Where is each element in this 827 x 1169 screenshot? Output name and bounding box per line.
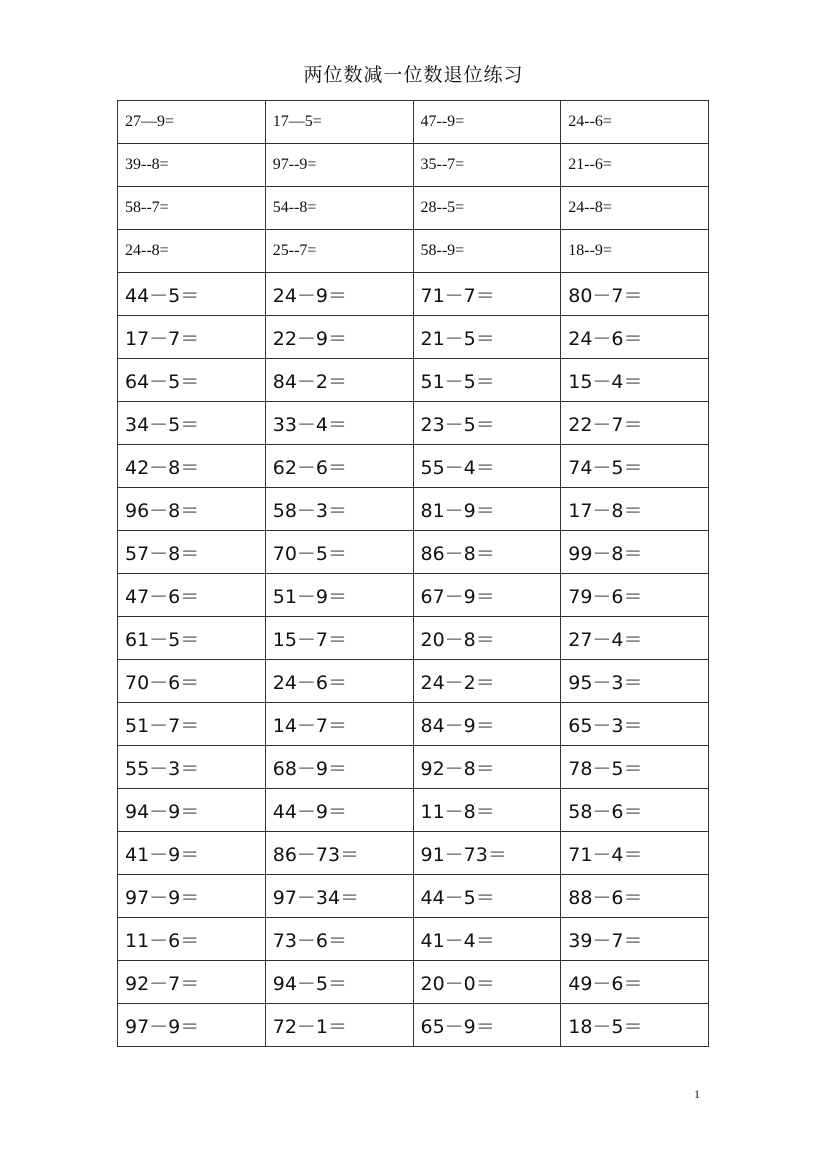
exercise-cell: 24--8= — [561, 187, 709, 230]
exercise-cell: 47－6＝ — [118, 574, 266, 617]
exercise-cell: 18－5＝ — [561, 1004, 709, 1047]
exercise-cell: 49－6＝ — [561, 961, 709, 1004]
page-title: 两位数减一位数退位练习 — [303, 64, 524, 86]
exercise-cell: 97－34＝ — [265, 875, 413, 918]
exercise-cell: 44－9＝ — [265, 789, 413, 832]
exercise-cell: 92－8＝ — [413, 746, 561, 789]
exercise-cell: 35--7= — [413, 144, 561, 187]
exercise-cell: 94－5＝ — [265, 961, 413, 1004]
exercise-cell: 51－9＝ — [265, 574, 413, 617]
exercise-cell: 70－6＝ — [118, 660, 266, 703]
exercise-cell: 17－8＝ — [561, 488, 709, 531]
exercise-cell: 15－7＝ — [265, 617, 413, 660]
exercise-cell: 54--8= — [265, 187, 413, 230]
exercise-cell: 20－8＝ — [413, 617, 561, 660]
exercise-cell: 64－5＝ — [118, 359, 266, 402]
exercise-cell: 44－5＝ — [118, 273, 266, 316]
exercise-cell: 51－5＝ — [413, 359, 561, 402]
exercise-row — [118, 273, 709, 316]
exercise-cell: 58－6＝ — [561, 789, 709, 832]
exercise-cell: 14－7＝ — [265, 703, 413, 746]
exercise-cell: 81－9＝ — [413, 488, 561, 531]
exercise-cell: 58--9= — [413, 230, 561, 273]
exercise-cell: 84－9＝ — [413, 703, 561, 746]
exercise-cell: 68－9＝ — [265, 746, 413, 789]
exercise-cell: 44－5＝ — [413, 875, 561, 918]
exercise-cell: 39--8= — [118, 144, 266, 187]
exercise-cell: 67－9＝ — [413, 574, 561, 617]
exercise-row — [118, 703, 709, 746]
exercise-row — [118, 144, 709, 187]
exercise-cell: 70－5＝ — [265, 531, 413, 574]
exercise-cell: 27－4＝ — [561, 617, 709, 660]
exercise-row — [118, 660, 709, 703]
exercise-cell: 57－8＝ — [118, 531, 266, 574]
exercise-cell: 42－8＝ — [118, 445, 266, 488]
exercise-cell: 55－3＝ — [118, 746, 266, 789]
exercise-cell: 62－6＝ — [265, 445, 413, 488]
exercise-cell: 71－7＝ — [413, 273, 561, 316]
exercise-cell: 97－9＝ — [118, 875, 266, 918]
exercise-cell: 24－2＝ — [413, 660, 561, 703]
exercise-cell: 21--6= — [561, 144, 709, 187]
exercise-cell: 84－2＝ — [265, 359, 413, 402]
exercise-cell: 79－6＝ — [561, 574, 709, 617]
exercise-cell: 27—9= — [118, 101, 266, 144]
exercise-row — [118, 359, 709, 402]
exercise-cell: 96－8＝ — [118, 488, 266, 531]
exercise-row — [118, 531, 709, 574]
exercise-cell: 86－8＝ — [413, 531, 561, 574]
exercise-cell: 21－5＝ — [413, 316, 561, 359]
exercise-row — [118, 789, 709, 832]
exercise-cell: 34－5＝ — [118, 402, 266, 445]
exercise-cell: 23－5＝ — [413, 402, 561, 445]
exercise-cell: 24－6＝ — [265, 660, 413, 703]
exercise-cell: 61－5＝ — [118, 617, 266, 660]
exercise-cell: 11－8＝ — [413, 789, 561, 832]
exercise-row — [118, 832, 709, 875]
exercise-row — [118, 187, 709, 230]
exercise-row — [118, 101, 709, 144]
exercise-cell: 22－7＝ — [561, 402, 709, 445]
exercise-table-body — [118, 101, 709, 1047]
exercise-row — [118, 402, 709, 445]
exercise-cell: 28--5= — [413, 187, 561, 230]
exercise-row — [118, 1004, 709, 1047]
exercise-cell: 51－7＝ — [118, 703, 266, 746]
exercise-cell: 24－6＝ — [561, 316, 709, 359]
exercise-cell: 92－7＝ — [118, 961, 266, 1004]
exercise-cell: 33－4＝ — [265, 402, 413, 445]
exercise-cell: 41－9＝ — [118, 832, 266, 875]
exercise-cell: 25--7= — [265, 230, 413, 273]
exercise-cell: 91－73＝ — [413, 832, 561, 875]
exercise-cell: 17—5= — [265, 101, 413, 144]
exercise-cell: 47--9= — [413, 101, 561, 144]
exercise-cell: 20－0＝ — [413, 961, 561, 1004]
exercise-table — [117, 100, 709, 1047]
exercise-cell: 80－7＝ — [561, 273, 709, 316]
exercise-row — [118, 617, 709, 660]
exercise-cell: 58--7= — [118, 187, 266, 230]
exercise-cell: 97－9＝ — [118, 1004, 266, 1047]
exercise-cell: 15－4＝ — [561, 359, 709, 402]
exercise-row — [118, 230, 709, 273]
exercise-cell: 11－6＝ — [118, 918, 266, 961]
page-number: 1 — [694, 1087, 700, 1101]
exercise-cell: 95－3＝ — [561, 660, 709, 703]
exercise-cell: 17－7＝ — [118, 316, 266, 359]
exercise-cell: 73－6＝ — [265, 918, 413, 961]
exercise-cell: 22－9＝ — [265, 316, 413, 359]
exercise-cell: 24--8= — [118, 230, 266, 273]
exercise-cell: 72－1＝ — [265, 1004, 413, 1047]
exercise-cell: 78－5＝ — [561, 746, 709, 789]
exercise-cell: 86－73＝ — [265, 832, 413, 875]
exercise-row — [118, 961, 709, 1004]
exercise-cell: 39－7＝ — [561, 918, 709, 961]
exercise-cell: 74－5＝ — [561, 445, 709, 488]
exercise-cell: 41－4＝ — [413, 918, 561, 961]
exercise-cell: 88－6＝ — [561, 875, 709, 918]
exercise-cell: 24－9＝ — [265, 273, 413, 316]
exercise-cell: 24--6= — [561, 101, 709, 144]
exercise-cell: 18--9= — [561, 230, 709, 273]
exercise-cell: 71－4＝ — [561, 832, 709, 875]
exercise-row — [118, 746, 709, 789]
exercise-cell: 58－3＝ — [265, 488, 413, 531]
exercise-row — [118, 316, 709, 359]
exercise-cell: 65－3＝ — [561, 703, 709, 746]
exercise-cell: 97--9= — [265, 144, 413, 187]
exercise-row — [118, 918, 709, 961]
exercise-cell: 55－4＝ — [413, 445, 561, 488]
exercise-row — [118, 445, 709, 488]
exercise-row — [118, 488, 709, 531]
exercise-cell: 99－8＝ — [561, 531, 709, 574]
exercise-row — [118, 875, 709, 918]
exercise-row — [118, 574, 709, 617]
exercise-cell: 65－9＝ — [413, 1004, 561, 1047]
exercise-cell: 94－9＝ — [118, 789, 266, 832]
